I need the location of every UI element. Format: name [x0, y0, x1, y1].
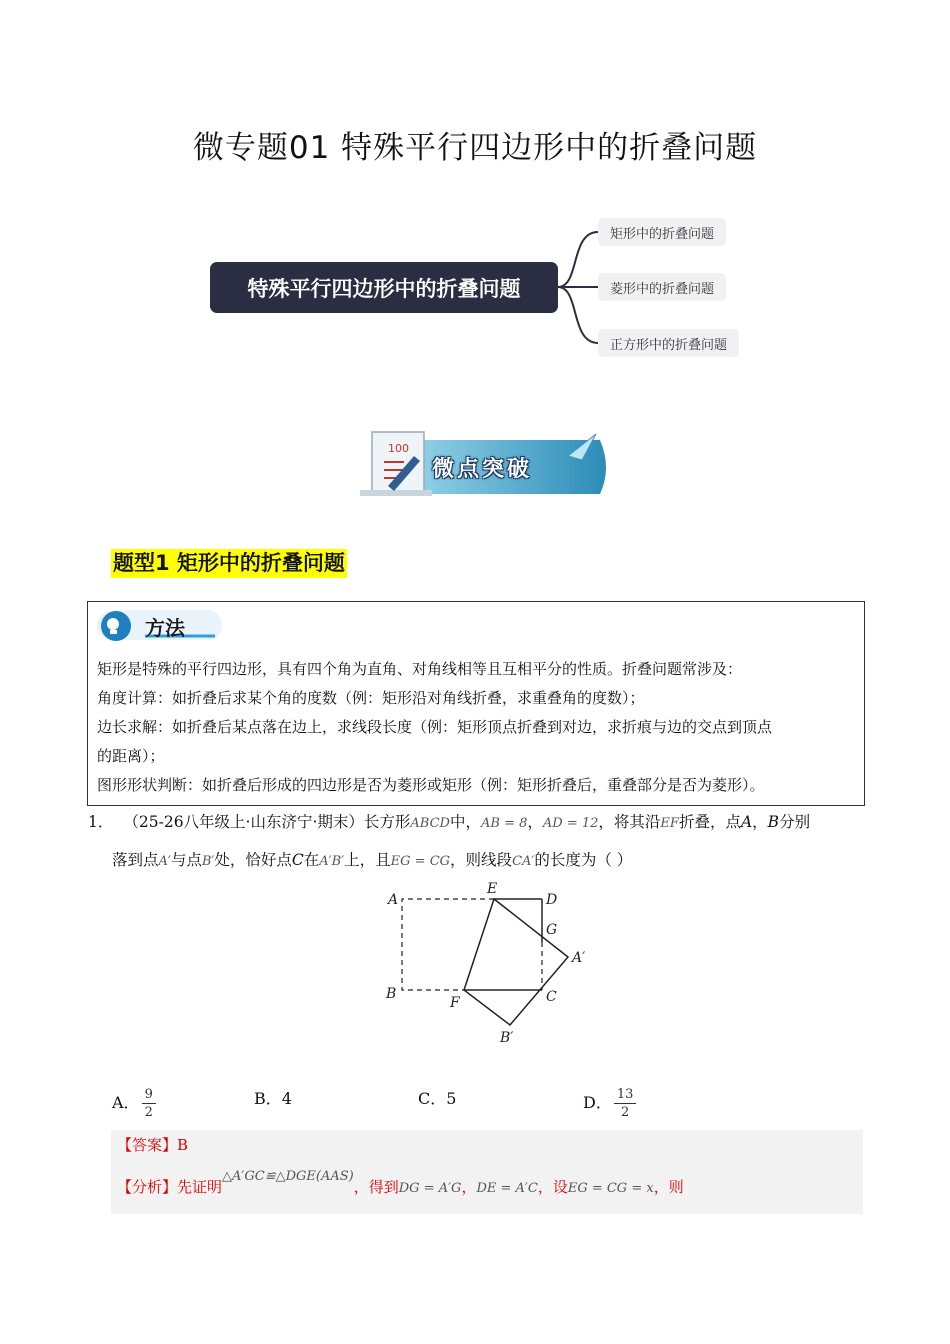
- label-b: B: [386, 986, 397, 1002]
- math-dg: DG = A′G: [398, 1181, 462, 1196]
- fraction-numerator: 9: [142, 1086, 156, 1104]
- math-ab: AB = 8: [481, 816, 528, 831]
- label-a: A: [388, 892, 399, 908]
- analysis-text: ，: [461, 1178, 477, 1196]
- question-text: 折叠，点: [678, 813, 741, 831]
- math-a-prime-b-prime: A′B′: [319, 854, 345, 869]
- method-line: 边长求解：如折叠后某点落在边上，求线段长度（例：矩形顶点折叠到对边，求折痕与边的交点到顶点: [97, 718, 773, 736]
- fraction-denominator: 2: [144, 1105, 153, 1120]
- label-e: E: [487, 881, 498, 897]
- question-text: 与点: [170, 851, 202, 869]
- fraction-numerator: 13: [614, 1086, 637, 1104]
- question-source: （25-26八年级上·山东济宁·期末）长方形: [123, 813, 411, 831]
- label-a-prime: A′: [572, 950, 586, 966]
- option-label: A．: [112, 1093, 140, 1112]
- option-a[interactable]: [112, 1086, 156, 1121]
- math-ca-prime: CA′: [512, 854, 535, 869]
- fraction: [614, 1086, 637, 1121]
- method-line: 角度计算：如折叠后求某个角的度数（例：矩形沿对角线折叠，求重叠角的度数）；: [97, 689, 645, 707]
- analysis-label: 【分析】: [117, 1178, 178, 1196]
- banner-badge: 100: [388, 442, 409, 455]
- math-de: DE = A′C: [476, 1181, 538, 1196]
- type-heading: 题型1 矩形中的折叠问题: [111, 549, 347, 578]
- label-c: C: [546, 989, 557, 1005]
- point-a: A: [740, 813, 753, 831]
- banner-title: 微点突破: [432, 457, 533, 482]
- fraction-denominator: 2: [620, 1105, 630, 1120]
- point-c: C: [291, 851, 304, 869]
- question-text: 中，: [449, 813, 481, 831]
- option-label: D．: [583, 1093, 612, 1112]
- option-c[interactable]: C．5: [418, 1089, 457, 1108]
- answer-line: 【答案】B: [117, 1136, 189, 1154]
- mindmap-root: 特殊平行四边形中的折叠问题: [210, 262, 558, 313]
- question-text: ，则线段: [450, 851, 513, 869]
- question-text: ，: [527, 813, 543, 831]
- label-f: F: [450, 995, 460, 1011]
- option-b[interactable]: B．4: [254, 1089, 292, 1108]
- mindmap-item-rhombus: 菱形中的折叠问题: [598, 273, 726, 301]
- math-rect: ABCD: [410, 816, 450, 831]
- label-d: D: [546, 892, 558, 908]
- fraction: [142, 1086, 156, 1121]
- math-ef: EF: [660, 816, 679, 831]
- question-text: 落到点: [112, 851, 159, 869]
- mindmap-item-rectangle: 矩形中的折叠问题: [598, 218, 726, 246]
- analysis-text: ，得到: [353, 1178, 399, 1196]
- method-line: 图形形状判断：如折叠后形成的四边形是否为菱形或矩形（例：矩形折叠后，重叠部分是否为菱形）。: [97, 776, 765, 794]
- question-text: 在: [303, 851, 320, 869]
- math-b-prime: B′: [201, 854, 215, 869]
- method-line: 的距离）；: [97, 747, 165, 765]
- question-text: 分别: [779, 813, 811, 831]
- analysis-text: ，则: [653, 1178, 684, 1196]
- question-text: 处，恰好点: [214, 851, 292, 869]
- question-text: 上，且: [344, 851, 391, 869]
- label-b-prime: B′: [500, 1030, 514, 1046]
- analysis-line: [117, 1169, 684, 1197]
- option-d[interactable]: [583, 1086, 636, 1121]
- question-text: ，: [752, 813, 768, 831]
- math-congruence: △A′GC≌△DGE(AAS): [222, 1169, 354, 1184]
- method-line: 矩形是特殊的平行四边形，具有四个角为直角、对角线相等且互相平分的性质。折叠问题常涉及：: [97, 660, 743, 678]
- method-label: 方法: [145, 616, 185, 640]
- question-text: 的长度为（ ）: [534, 851, 633, 869]
- math-ad: AD = 12: [542, 816, 599, 831]
- mindmap-item-square: 正方形中的折叠问题: [598, 329, 739, 357]
- analysis-text: 先证明: [177, 1178, 223, 1196]
- label-g: G: [546, 922, 558, 938]
- math-eg: EG = CG = x: [567, 1181, 654, 1196]
- question-text: ，将其沿: [598, 813, 661, 831]
- math-a-prime: A′: [158, 854, 171, 869]
- page-title: 微专题01 特殊平行四边形中的折叠问题: [192, 130, 758, 166]
- analysis-text: ，设: [537, 1178, 568, 1196]
- math-eg-cg: EG = CG: [390, 854, 451, 869]
- question-number: 1．: [88, 813, 114, 831]
- point-b: B: [767, 813, 780, 831]
